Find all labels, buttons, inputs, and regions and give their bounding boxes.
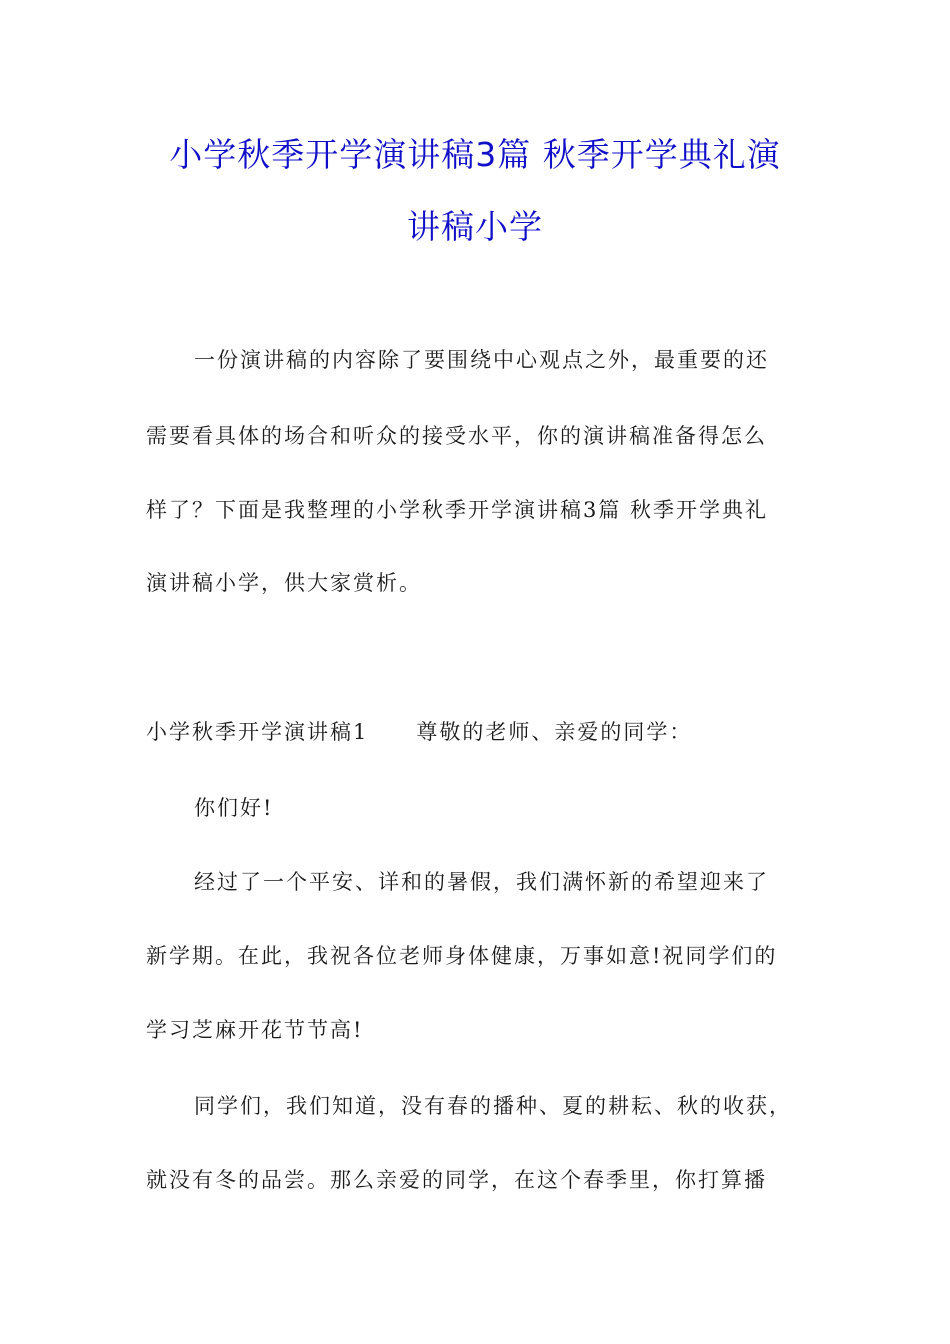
document-title-line-2: 讲稿小学 (407, 207, 543, 246)
intro-line-2: 需要看具体的场合和听众的接受水平，你的演讲稿准备得怎么 (146, 424, 767, 448)
section-heading: 小学秋季开学演讲稿1 (146, 720, 369, 744)
document-title-line-1: 小学秋季开学演讲稿3篇 秋季开学典礼演 (169, 135, 781, 174)
intro-line-4: 演讲稿小学，供大家赏析。 (146, 571, 422, 595)
para1-line-1: 经过了一个平安、详和的暑假，我们满怀新的希望迎来了 (194, 870, 769, 894)
para1-line-2: 新学期。在此，我祝各位老师身体健康，万事如意!祝同学们的 (146, 944, 778, 968)
intro-line-1: 一份演讲稿的内容除了要围绕中心观点之外，最重要的还 (194, 348, 769, 372)
para2-line-2: 就没有冬的品尝。那么亲爱的同学，在这个春季里，你打算播 (146, 1168, 767, 1192)
greeting: 你们好! (194, 796, 274, 820)
para1-line-3: 学习芝麻开花节节高! (146, 1018, 364, 1042)
section-heading-row (146, 719, 692, 745)
para2-line-1: 同学们，我们知道，没有春的播种、夏的耕耘、秋的收获， (194, 1094, 792, 1118)
salutation: 尊敬的老师、亲爱的同学： (416, 720, 693, 744)
intro-line-3: 样了？下面是我整理的小学秋季开学演讲稿3篇 秋季开学典礼 (146, 498, 769, 522)
